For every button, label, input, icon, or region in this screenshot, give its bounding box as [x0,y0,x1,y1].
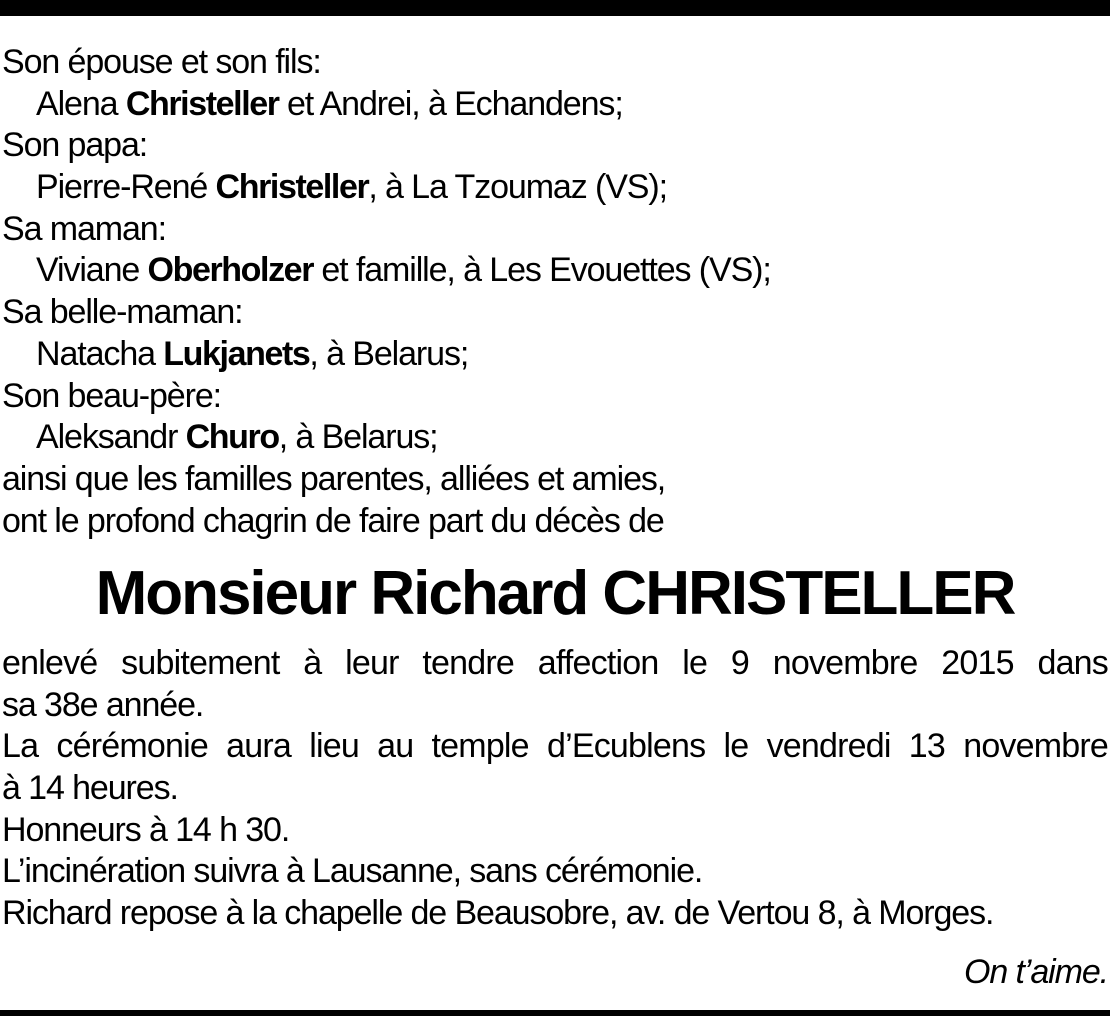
relative-entry [2,167,1108,209]
relative-first-name: Alena [36,84,126,123]
relative-place: , à Belarus; [278,418,438,457]
detail-line: à 14 heures. [2,769,178,808]
detail-line: La cérémonie aura lieu au temple d’Ecublens le vendredi 13 novembre [2,727,1108,766]
relative-first-name: Aleksandr [36,418,186,457]
relative-place: , à Belarus; [309,334,469,373]
relation-label: Sa belle-maman: [2,293,243,332]
relative-place: et famille, à Les Evouettes (VS); [313,251,771,290]
closing-signature: On t’aime. [964,953,1108,991]
closing-line: ainsi que les familles parentes, alliées et amies, [2,459,666,498]
relation-label: Son papa: [2,126,148,165]
relation-label: Sa maman: [2,209,166,248]
ceremony-details [2,643,1108,935]
relative-first-name: Pierre-René [36,168,216,207]
relative-surname: Christeller [215,168,369,207]
relative-surname: Churo [185,418,279,457]
top-border-rule [0,0,1110,16]
relative-entry [2,417,1108,459]
deceased-name-heading: Monsieur Richard CHRISTELLER [95,559,1015,628]
family-list [2,42,1108,542]
bottom-border-rule [0,1010,1110,1016]
relative-surname: Christeller [125,84,279,123]
detail-line: sa 38e année. [2,685,204,724]
relation-label: Son beau-père: [2,376,221,415]
detail-line: L’incinération suivra à Lausanne, sans cérémonie. [2,852,703,891]
relation-label: Son épouse et son fils: [2,43,321,81]
relative-surname: Oberholzer [147,251,314,290]
closing-line: ont le profond chagrin de faire part du décès de [2,501,664,540]
detail-line: Richard repose à la chapelle de Beausobre, av. de Vertou 8, à Morges. [2,894,994,933]
relative-place: , à La Tzoumaz (VS); [368,168,667,207]
relative-first-name: Natacha [36,334,164,373]
relative-place: et Andrei, à Echandens; [278,84,623,123]
relative-surname: Lukjanets [163,334,310,373]
detail-line: Honneurs à 14 h 30. [2,810,290,849]
relative-first-name: Viviane [36,251,148,290]
relative-entry [2,84,1108,126]
relative-entry [2,334,1108,376]
detail-line: enlevé subitement à leur tendre affection le 9 novembre 2015 dans [2,644,1108,682]
relative-entry [2,250,1108,292]
